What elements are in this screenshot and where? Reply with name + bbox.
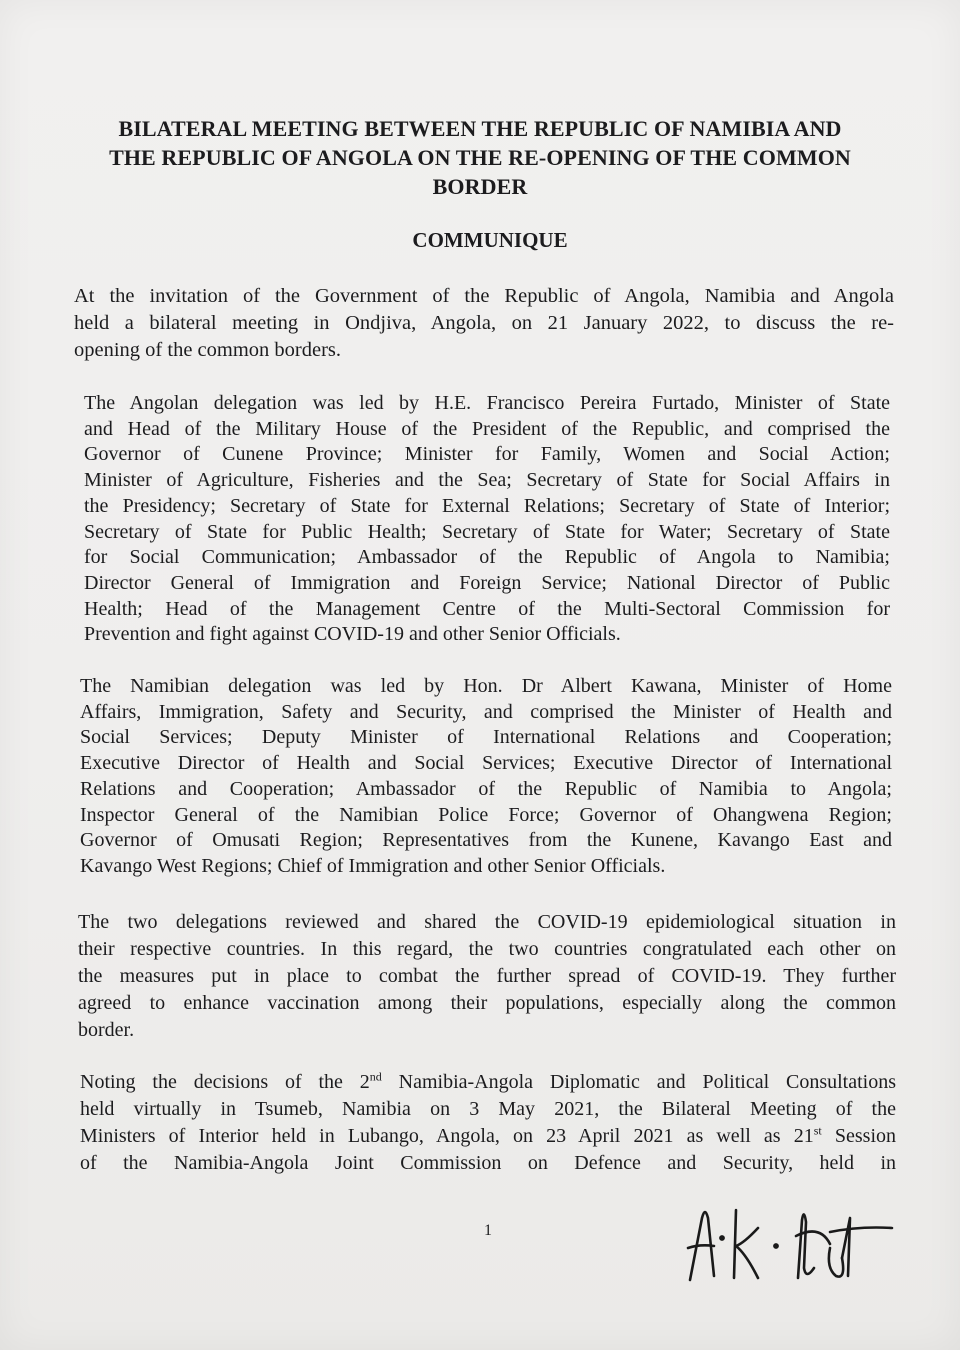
paragraph-line: held virtually in Tsumeb, Namibia on 3 May 2021, the Bilateral Meeting of the [80,1098,896,1120]
paragraph-line: opening of the common borders. [74,339,342,361]
line-text: Namibia-Angola Diplomatic and Political Consultations [381,1071,896,1093]
paragraph-line: agreed to enhance vaccination among their populations, especially along the common [78,992,896,1014]
paragraph-line: Director General of Immigration and Foreign Service; National Director of Public [84,571,890,594]
paragraph-angolan-delegation [84,391,890,648]
paragraph-line: The two delegations reviewed and shared the COVID-19 epidemiological situation in [78,911,896,933]
paragraph-line: of the Namibia-Angola Joint Commission on Defence and Security, held in [80,1152,896,1174]
page-number: 1 [484,1222,492,1239]
title-line: THE REPUBLIC OF ANGOLA ON THE RE-OPENING OF THE COMMON [109,145,851,170]
paragraph-line: At the invitation of the Government of the Republic of Angola, Namibia and Angola [74,285,894,307]
paragraph-namibian-delegation [80,674,892,880]
paragraph-line: Social Services; Deputy Minister of International Relations and Cooperation; [80,726,892,749]
paragraph-line: the measures put in place to combat the further spread of COVID-19. They further [78,965,896,987]
paragraph-line: Affairs, Immigration, Safety and Security, and comprised the Minister of Health and [80,700,892,723]
paragraph-line: Prevention and fight against COVID-19 and other Senior Officials. [84,623,621,646]
paragraph-line [80,1123,896,1150]
ordinal-suffix: st [813,1123,822,1138]
title-line: BORDER [432,174,528,199]
paragraph-line: for Social Communication; Ambassador of the Republic of Angola to Namibia; [84,546,890,569]
paragraph-line: The Angolan delegation was led by H.E. Francisco Pereira Furtado, Minister of State [84,392,890,414]
ordinal-suffix: nd [369,1069,382,1084]
document-title [40,114,920,201]
paragraph-covid-review [78,909,896,1044]
paragraph-line: border. [78,1019,135,1041]
paragraph-line [80,1069,896,1096]
paragraph-line: The Namibian delegation was led by Hon. Dr Albert Kawana, Minister of Home [80,675,892,697]
paragraph-line: Executive Director of Health and Social Services; Executive Director of International [80,752,892,775]
communique-heading: COMMUNIQUE [412,228,568,252]
paragraph-line: their respective countries. In this regard, the two countries congratulated each other on [78,938,896,960]
paragraph-line: Kavango West Regions; Chief of Immigration and other Senior Officials. [80,854,666,877]
paragraph-line: held a bilateral meeting in Ondjiva, Angola, on 21 January 2022, to discuss the re- [74,312,894,334]
title-line: BILATERAL MEETING BETWEEN THE REPUBLIC OF NAMIBIA AND [118,116,842,141]
paragraph-line: and Head of the Military House of the President of the Republic, and comprised the [84,417,890,440]
line-text: Session [821,1125,897,1147]
line-text: Ministers of Interior held in Lubango, Angola, on 23 April 2021 as well as 21 [80,1125,814,1147]
line-text: Noting the decisions of the 2 [80,1071,370,1093]
paragraph-line: Minister of Agriculture, Fisheries and the Sea; Secretary of State for Social Affairs in [84,469,890,492]
paragraph-line: Governor of Cunene Province; Minister for Family, Women and Social Action; [84,443,890,466]
paragraph-line: Governor of Omusati Region; Representatives from the Kunene, Kavango East and [80,829,892,852]
paragraph-line: Inspector General of the Namibian Police Force; Governor of Ohangwena Region; [80,803,892,826]
paragraph-line: Health; Head of the Management Centre of the Multi-Sectoral Commission for [84,597,890,620]
paragraph-line: the Presidency; Secretary of State for External Relations; Secretary of State of Interior; [84,494,890,517]
paragraph-noting-decisions [80,1069,896,1177]
handwritten-signature [680,1188,910,1288]
paragraph-line: Secretary of State for Public Health; Secretary of State for Water; Secretary of State [84,520,890,543]
paragraph-line: Relations and Cooperation; Ambassador of the Republic of Namibia to Angola; [80,777,892,800]
paragraph-invitation [74,283,894,364]
